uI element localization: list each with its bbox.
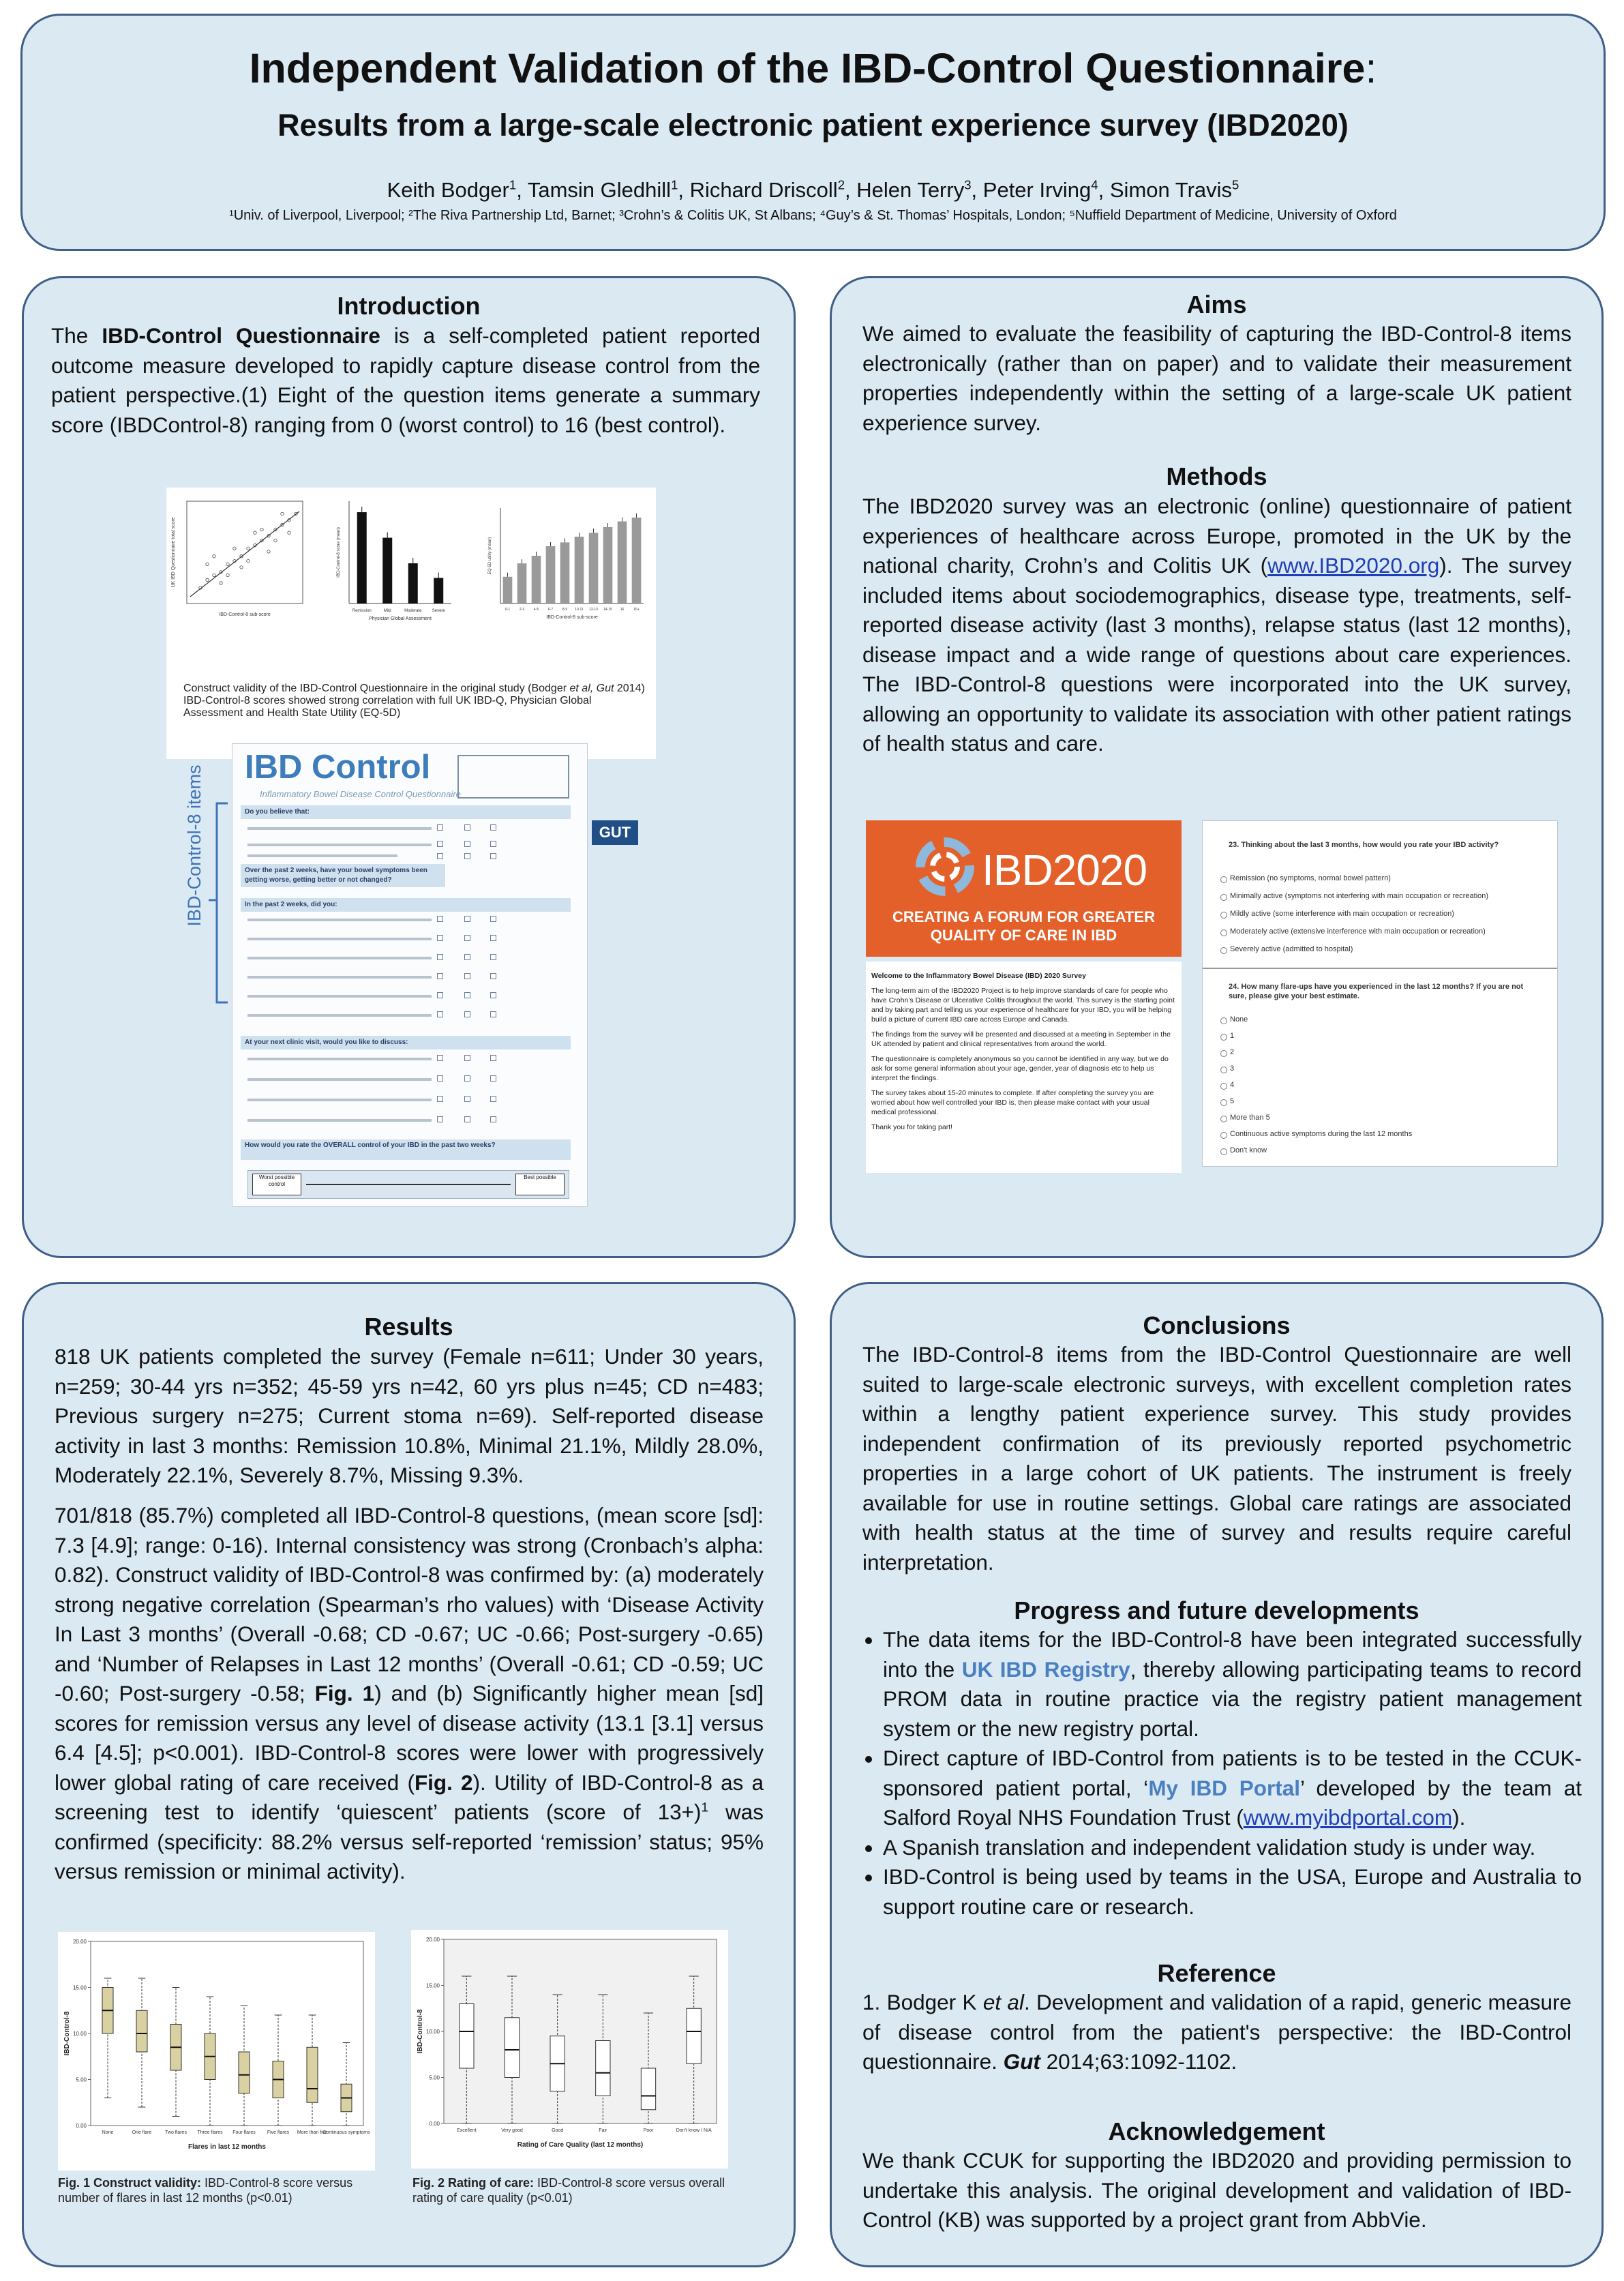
results-paragraph-1: 818 UK patients completed the survey (Female n=611; Under 30 years, n=259; 30-44 yrs n=352; 45-59 yrs n=42, 60 yrs plus n=45; CD n=483; Previous surgery n=275; Current stoma n=69). Self-reported disease activity in last 3 months: Remission 10.8%, Minimal 21.1%, Mildly 28.0%, Moderately 22.1%, Severely 8.7%, Missing 9.3%. — [55, 1344, 764, 1487]
question-divider — [1203, 968, 1557, 969]
form-checkbox — [437, 1096, 443, 1102]
form-checkbox — [437, 992, 443, 998]
fig2-box — [641, 2068, 655, 2110]
scatter-point — [267, 550, 270, 553]
scale-left-label: Worst possible control — [252, 1174, 301, 1195]
q24-radio — [1220, 1034, 1227, 1041]
form-line — [247, 957, 432, 959]
fig2-chart — [411, 1930, 728, 2165]
author-list: Keith Bodger$^1$, Tamsin Gledhill$^1$, Richard Driscoll$^2$, Helen Terry$^3$, Peter Irving$^4$, Simon Travis$^5$ — [387, 177, 1239, 202]
scatter-point — [213, 555, 215, 558]
form-checkbox — [464, 1075, 470, 1082]
bar1-tick-label: Moderate — [404, 609, 422, 613]
fig1-boxplot — [58, 1932, 375, 2171]
fig2-y-tick-label: 5.00 — [429, 2074, 440, 2081]
q23-radio — [1220, 912, 1227, 919]
eq5d-bar-chart — [488, 508, 644, 620]
q24-option: Continuous active symptoms during the last 12 months — [1230, 1130, 1413, 1138]
bar1-bar — [434, 578, 443, 604]
fig1-x-tick-label: Continuous symptoms — [322, 2130, 370, 2135]
question-23: 23. Thinking about the last 3 months, how would you rate your IBD activity? — [1229, 841, 1499, 849]
ibd2020-link[interactable]: www.IBD2020.org — [1267, 553, 1440, 578]
ibd2020-logo-text: IBD2020 — [982, 846, 1147, 895]
form-section: In the past 2 weeks, did you: — [241, 898, 571, 912]
fig2-x-tick-label: Fair — [599, 2128, 607, 2133]
scatter-ylabel: UK IBD Questionnaire total score — [171, 517, 176, 588]
form-section: At your next clinic visit, would you like to discuss: — [241, 1036, 571, 1049]
bar2-bar — [503, 577, 513, 603]
bar2-tick-label: 14-15 — [603, 608, 612, 612]
form-checkbox — [437, 841, 443, 847]
bar1-tick-label: Severe — [432, 609, 445, 613]
scatter-point — [233, 547, 236, 550]
q24-radio — [1220, 1099, 1227, 1106]
poster-title: Independent Validation of the IBD-Control Questionnaire: — [249, 45, 1377, 91]
author: Peter Irving$^4$ — [982, 177, 1098, 202]
q23-radio — [1220, 929, 1227, 936]
form-rating-scale — [247, 1170, 569, 1199]
q23-option: Remission (no symptoms, normal bowel pattern) — [1230, 874, 1391, 882]
bar2-bar — [632, 518, 642, 603]
reference-heading: Reference — [1157, 1959, 1276, 1987]
form-checkbox — [437, 935, 443, 941]
author: Keith Bodger$^1$ — [387, 177, 517, 202]
fig2-x-tick-label: Poor — [643, 2128, 654, 2133]
fig1-ylabel: IBD-Control-8 — [63, 2011, 71, 2056]
fig2-x-tick-label: Excellent — [457, 2128, 477, 2133]
conclusions-panel — [830, 1282, 1604, 2267]
form-subtitle: Inflammatory Bowel Disease Control Questionnaire — [260, 789, 461, 799]
fig2-ylabel: IBD-Control-8 — [417, 2009, 424, 2054]
fig1-y-tick-label: 15.00 — [72, 1984, 87, 1991]
progress-list — [849, 1625, 1582, 1922]
bar2-bar — [560, 542, 570, 603]
author: Simon Travis$^5$ — [1109, 177, 1239, 202]
progress-item: • IBD-Control is being used by teams in the USA, Europe and Australia to support routine care or research. — [883, 1862, 1582, 1922]
scatter-point — [240, 566, 243, 569]
introduction-text: The IBD-Control Questionnaire is a self-completed patient reported outcome measure developed to rapidly capture disease control from the patient perspective.(1) Eight of the question items generate a summary score (IBDControl-8) ranging from 0 (worst control) to 16 (best control). — [51, 323, 761, 437]
uk-ibd-registry: UK IBD Registry — [961, 1656, 1130, 1682]
acknowledgement-text: We thank CCUK for supporting the IBD2020 and providing permission to undertake this analysis. The original development and validation of IBD-Control (KB) was supported by a project grant from AbbVie. — [862, 2148, 1572, 2232]
q24-radio — [1220, 1017, 1227, 1024]
fig1-box — [307, 2047, 318, 2102]
form-section: Do you believe that: — [241, 805, 571, 819]
scale-right-label: Best possible — [515, 1174, 565, 1195]
bar2-tick-label: 0-1 — [505, 608, 511, 612]
q24-option: 4 — [1230, 1081, 1235, 1089]
q24-radio — [1220, 1116, 1227, 1122]
scatter-point — [247, 559, 250, 562]
scatter-point — [274, 539, 277, 541]
methods-text: The IBD2020 survey was an electronic (online) questionnaire of patient experiences of healthcare across Europe, promoted in the UK by the national charity, Crohn’s and Colitis UK (www.IBD2020.org). The survey included items about sociodemographics, disease type, treatments, self-reported disease activity (last 3 months), relapse status (last 12 months), disease impact and a wide range of questions about care experiences. The IBD-Control-8 questions were incorporated into the UK survey, allowing an opportunity to validate its association with other patient ratings of health status and care. — [862, 494, 1572, 756]
q24-radio — [1220, 1083, 1227, 1090]
bar2-bar — [575, 537, 584, 603]
fig1-x-tick-label: Two flares — [165, 2130, 187, 2135]
survey-questions-image — [1202, 820, 1558, 1167]
items-side-label: IBD-Control-8 items — [184, 764, 205, 927]
form-checkbox — [464, 853, 470, 859]
form-id-box — [457, 755, 569, 799]
q24-option: 3 — [1230, 1064, 1235, 1073]
acknowledgement-heading: Acknowledgement — [1108, 2117, 1325, 2145]
form-checkbox — [464, 954, 470, 960]
form-checkbox — [464, 935, 470, 941]
q24-option: 5 — [1230, 1097, 1235, 1105]
form-line — [247, 844, 432, 846]
fig2-x-tick-label: Good — [552, 2128, 564, 2133]
bar2-tick-label: 12-13 — [589, 608, 598, 612]
form-checkbox — [490, 1075, 496, 1082]
welcome-title: Welcome to the Inflammatory Bowel Disease (IBD) 2020 Survey — [871, 972, 1086, 980]
ibd2020-logo-image — [866, 820, 1182, 957]
bar1-ylabel: IBD-Control-8 score (mean) — [337, 527, 341, 578]
scatter-point — [254, 531, 256, 534]
form-line — [247, 827, 432, 830]
fig1-xlabel: Flares in last 12 months — [188, 2143, 266, 2151]
progress-item: • The data items for the IBD-Control-8 have been integrated successfully into the UK IBD Registry, thereby allowing participating teams to record PROM data in routine practice via the registry patient management system or the new registry portal. — [883, 1625, 1582, 1744]
results-paragraph-2: 701/818 (85.7%) completed all IBD-Control-8 questions, (mean score [sd]: 7.3 [4.9]; range: 0-16). Internal consistency was strong (Cronbach’s alpha: 0.82). Construct validity of IBD-Control-8 was confirmed by: (a) moderately strong negative correlation (Spearman’s rho values) with ‘Disease Activity In Last 3 months’ (Overall -0.68; CD -0.67; UC -0.66; Post-surgery -0.65) and ‘Number of Relapses in Last 12 months’ (Overall -0.61; CD -0.59; UC -0.60; Post-surgery -0.58; Fig. 1) and (b) Significantly higher mean [sd] scores for remission versus any level of disease activity (13.1 [3.1] versus 6.4 [4.5]; p<0.001). IBD-Control-8 scores were lower with progressively lower global rating of care received (Fig. 2). Utility of IBD-Control-8 as a screening test to identify ‘quiescent’ patients (score of 13+)$^1$ was confirmed (specificity: 88.2% versus self-reported ‘remission’ status; 95% versus remission or minimal activity). — [55, 1503, 764, 1883]
form-checkbox — [490, 1096, 496, 1102]
form-checkbox — [464, 841, 470, 847]
form-checkbox — [437, 1011, 443, 1017]
form-checkbox — [490, 1011, 496, 1017]
q23-option: Mildly active (some interference with main occupation or recreation) — [1230, 910, 1454, 918]
form-checkbox — [490, 992, 496, 998]
form-line — [247, 1099, 432, 1101]
form-checkbox — [490, 824, 496, 831]
form-line — [247, 938, 432, 940]
fig2-y-tick-label: 0.00 — [429, 2121, 440, 2127]
bar2-bar — [618, 522, 627, 603]
fig2-box — [505, 2018, 519, 2078]
author: Helen Terry$^3$ — [856, 177, 972, 202]
q24-radio — [1220, 1050, 1227, 1057]
form-checkbox — [490, 841, 496, 847]
bar1-tick-label: Remission — [352, 609, 372, 613]
ibd-control-form-image — [232, 743, 588, 1207]
bar2-tick-label: 10-11 — [575, 608, 584, 612]
q24-option: None — [1230, 1015, 1248, 1024]
aims-heading: Aims — [1186, 290, 1247, 318]
q24-option: 1 — [1230, 1032, 1235, 1040]
fig1-x-tick-label: Five flares — [267, 2130, 290, 2135]
fig1-box — [136, 2010, 147, 2052]
gut-journal-badge: GUT — [592, 820, 638, 845]
fig2-y-tick-label: 10.00 — [425, 2029, 440, 2035]
scatter-point — [288, 531, 290, 534]
scatter-point — [281, 512, 284, 515]
welcome-paragraph: The findings from the survey will be presented and discussed at a meeting in September in the UK attended by patient and clinical representatives from around the world. — [871, 1030, 1171, 1048]
fig2-box — [596, 2041, 610, 2096]
bar2-tick-label: 16+ — [633, 608, 640, 612]
form-line — [247, 919, 432, 921]
q24-radio — [1220, 1132, 1227, 1139]
fig2-y-tick-label: 20.00 — [425, 1937, 440, 1943]
fig1-x-tick-label: Three flares — [197, 2130, 223, 2135]
scatter-point — [260, 528, 263, 531]
original-study-caption: Construct validity of the IBD-Control Questionnaire in the original study (Bodger et al, Gut 2014) IBD-Control-8 scores showed strong correlation with full UK IBD-Q, Physician Global Assessment and Health State Utility (EQ-5D) — [183, 683, 645, 719]
q23-option: Moderately active (extensive interference with main occupation or recreation) — [1230, 927, 1486, 936]
fig1-plot-area — [91, 1941, 363, 2126]
bar1-tick-label: Mild — [383, 609, 391, 613]
ibd2020-logo-icon — [912, 834, 978, 899]
q23-option: Severely active (admitted to hospital) — [1230, 945, 1353, 953]
form-checkbox — [437, 1075, 443, 1082]
form-section: Over the past 2 weeks, have your bowel symptoms been getting worse, getting better or not changed? — [241, 864, 445, 887]
form-checkbox — [437, 973, 443, 979]
scatter-chart — [171, 501, 303, 617]
methods-heading: Methods — [1166, 462, 1267, 490]
form-checkbox — [464, 824, 470, 831]
bar2-bar — [589, 533, 599, 603]
form-checkbox — [464, 1011, 470, 1017]
form-checkbox — [464, 1096, 470, 1102]
form-checkbox — [464, 1055, 470, 1061]
form-checkbox — [437, 1116, 443, 1122]
bar1-xlabel: Physician Global Assessment — [369, 616, 432, 621]
form-line — [247, 995, 432, 998]
fig1-x-tick-label: More than five — [297, 2130, 328, 2135]
fig2-box — [687, 2008, 701, 2063]
q23-option: Minimally active (symptoms not interfering with main occupation or recreation) — [1230, 892, 1489, 900]
scatter-point — [206, 563, 209, 565]
author: Richard Driscoll$^2$ — [689, 177, 845, 202]
introduction-heading: Introduction — [337, 292, 481, 320]
question-24: 24. How many flare-ups have you experienced in the last 12 months? If you are not sure, please give your best estimate. — [1229, 983, 1524, 1000]
scale-line — [306, 1184, 511, 1185]
bar2-tick-label: 16 — [620, 608, 625, 612]
scatter-point — [206, 578, 209, 581]
bar2-ylabel: EQ-5D utility (mean) — [488, 537, 492, 575]
my-ibd-portal: My IBD Portal — [1148, 1775, 1300, 1800]
q23-radio — [1220, 876, 1227, 883]
fig1-box — [239, 2052, 250, 2093]
welcome-paragraph: The survey takes about 15-20 minutes to complete. If after completing the survey you are worried about how well controlled your IBD is, then please make contact with your usual medical professional. — [871, 1089, 1154, 1116]
form-line — [247, 976, 432, 979]
bar2-tick-label: 2-3 — [519, 608, 525, 612]
welcome-thanks: Thank you for taking part! — [871, 1123, 953, 1131]
survey-welcome-image — [866, 961, 1182, 1173]
fig2-plot-area — [444, 1939, 717, 2123]
form-checkbox — [490, 935, 496, 941]
form-line — [247, 854, 397, 857]
form-checkbox — [437, 853, 443, 859]
progress-item: • A Spanish translation and independent validation study is under way. — [883, 1833, 1582, 1863]
form-checkbox — [490, 1055, 496, 1061]
bar2-bar — [517, 563, 527, 603]
form-line — [247, 1058, 432, 1060]
ibd2020-logo-tagline: CREATING A FORUM FOR GREATER QUALITY OF CARE IN IBD — [892, 908, 1155, 944]
conclusions-heading: Conclusions — [1143, 1311, 1291, 1339]
fig1-y-tick-label: 5.00 — [76, 2076, 87, 2083]
bar2-tick-label: 8-9 — [562, 608, 568, 612]
form-checkbox — [437, 916, 443, 922]
scatter-point — [220, 582, 222, 584]
form-checkbox — [437, 1055, 443, 1061]
conclusions-text: The IBD-Control-8 items from the IBD-Control Questionnaire are well suited to large-scale electronic surveys, with excellent completion rates within a lengthy patient experience survey. This study provides independent confirmation of its previously reported psychometric properties in a large cohort of UK patients. The instrument is freely available for use in routine settings. Global care ratings are associated with health status at the time of survey and results require careful interpretation. — [862, 1342, 1572, 1575]
fig2-y-tick-label: 15.00 — [425, 1982, 440, 1989]
bar1-bar — [357, 512, 367, 603]
form-line — [247, 1119, 432, 1122]
scatter-point — [226, 563, 229, 565]
bar2-xlabel: IBD-Control-8 sub-score — [546, 615, 598, 620]
fig1-y-tick-label: 0.00 — [76, 2123, 87, 2129]
scatter-point — [247, 547, 250, 550]
author: Tamsin Gledhill$^1$ — [527, 177, 678, 202]
results-heading: Results — [364, 1313, 453, 1341]
form-checkbox — [437, 954, 443, 960]
fig1-y-tick-label: 10.00 — [72, 2031, 87, 2037]
pga-bar-chart — [337, 501, 451, 621]
form-section: How would you rate the OVERALL control of your IBD in the past two weeks? — [241, 1139, 571, 1160]
welcome-paragraph: The long-term aim of the IBD2020 Project is to help improve standards of care for people who have Crohn’s Disease or Ulcerative Colitis throughout the world. This survey is the starting point and by taking part and telling us your experience of healthcare for your IBD, you will be helping build a picture of current IBD care across Europe and Canada. — [871, 987, 1175, 1024]
form-checkbox — [490, 1116, 496, 1122]
form-checkbox — [464, 1116, 470, 1122]
reference-text: 1. Bodger K et al. Development and validation of a rapid, generic measure of disease control from the patient's perspective: the IBD-Control questionnaire. Gut 2014;63:1092-1102. — [862, 1990, 1572, 2074]
bar1-bar — [408, 563, 418, 603]
form-checkbox — [464, 992, 470, 998]
bar2-tick-label: 6-7 — [547, 608, 554, 612]
fig1-y-tick-label: 20.00 — [72, 1939, 87, 1945]
q24-radio — [1220, 1067, 1227, 1073]
fig2-boxplot — [411, 1930, 728, 2168]
q23-radio — [1220, 894, 1227, 901]
q24-option: Don't know — [1230, 1146, 1267, 1154]
bar2-bar — [603, 527, 613, 603]
bar1-bar — [382, 538, 392, 603]
fig2-box — [460, 2004, 474, 2069]
form-line — [247, 1014, 432, 1017]
form-line — [247, 1078, 432, 1081]
scatter-frame — [187, 501, 303, 603]
fig2-x-tick-label: Very good — [501, 2128, 523, 2133]
scatter-xlabel: IBD-Control-8 sub-score — [219, 612, 271, 617]
scatter-point — [213, 573, 215, 576]
fig2-x-tick-label: Don't know / N/A — [676, 2128, 712, 2133]
original-study-charts — [166, 488, 656, 665]
q24-radio — [1220, 1148, 1227, 1155]
fig1-x-tick-label: None — [102, 2130, 114, 2135]
form-checkbox — [464, 916, 470, 922]
poster-subtitle: Results from a large-scale electronic patient experience survey (IBD2020) — [277, 108, 1349, 143]
q24-option: 2 — [1230, 1048, 1235, 1056]
fig2-xlabel: Rating of Care Quality (last 12 months) — [517, 2141, 644, 2149]
welcome-paragraph: The questionnaire is completely anonymous so you cannot be identified in any way, but we do ask for some general information about your age, gender, year of diagnosis etc to help us interpret the findings. — [871, 1055, 1169, 1082]
bar2-tick-label: 4-5 — [533, 608, 539, 612]
form-checkbox — [490, 973, 496, 979]
fig1-x-tick-label: One flare — [132, 2130, 152, 2135]
aims-text: We aimed to evaluate the feasibility of capturing the IBD-Control-8 items electronically (rather than on paper) and to validate their measurement properties independently within the setting of a large-scale UK patient experience survey. — [862, 321, 1572, 435]
q24-option: More than 5 — [1230, 1114, 1270, 1122]
fig1-x-tick-label: Four flares — [232, 2130, 256, 2135]
form-checkbox — [490, 853, 496, 859]
form-checkbox — [464, 973, 470, 979]
bar2-bar — [532, 556, 541, 603]
form-checkbox — [490, 954, 496, 960]
form-checkbox — [490, 916, 496, 922]
original-study-figure — [166, 488, 656, 759]
progress-item: • Direct capture of IBD-Control from patients is to be tested in the CCUK-sponsored patient portal, ‘My IBD Portal’ developed by the team at Salford Royal NHS Foundation Trust (www.myibdportal.com). — [883, 1744, 1582, 1833]
progress-heading: Progress and future developments — [1014, 1596, 1419, 1624]
affiliations: ¹Univ. of Liverpool, Liverpool; ²The Riva Partnership Ltd, Barnet; ³Crohn’s & Colitis UK, St Albans; ⁴Guy’s & St. Thomas’ Hospitals, London; ⁵Nuffield Department of Medicine, University of Oxford — [229, 208, 1397, 223]
q23-radio — [1220, 947, 1227, 954]
title-panel — [20, 14, 1606, 251]
fig2-caption: Fig. 2 Rating of care: IBD-Control-8 score versus overall rating of care quality (p<0.01) — [412, 2176, 725, 2205]
fig1-chart — [58, 1932, 375, 2167]
myibdportal-link[interactable]: www.myibdportal.com — [1243, 1805, 1453, 1830]
scatter-trend-line — [190, 511, 299, 597]
bar2-bar — [546, 546, 556, 603]
scatter-point — [226, 573, 229, 576]
form-checkbox — [437, 824, 443, 831]
fig1-caption: Fig. 1 Construct validity: IBD-Control-8 score versus number of flares in last 12 months (p<0.01) — [58, 2176, 353, 2205]
form-title: IBD Control — [245, 749, 431, 786]
